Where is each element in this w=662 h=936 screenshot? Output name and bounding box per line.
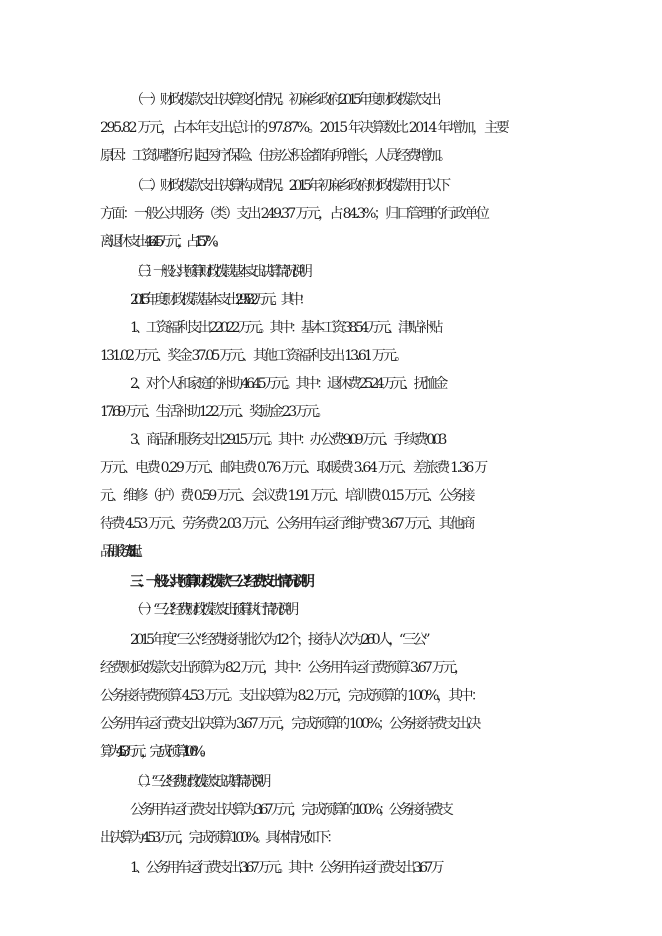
section-heading: 三、一般公共预算财政拨款“三公”经费支出情况说明 xyxy=(130,574,309,590)
text-line: 2015 年度“三公”经费接待批次为 12 个，接待人次为 260 人，“三公” xyxy=(130,632,428,648)
text-line: （二）财政拨款支出决算构成情况。2015 年初麻乡政府财政拨款用于以下 xyxy=(130,178,448,194)
text-line: 1、公务用车运行费支出 3.67 万元。其中：公务用车运行费支出 3.67 万 xyxy=(130,860,441,876)
text-line: （一）“三公”经费财政拨款支出预算执行情况说明 xyxy=(130,602,293,618)
text-line: 2、对个人和家庭的补助 46.45 万元。其中：退休费 25.24 万元、抚恤金 xyxy=(130,376,445,392)
text-line: 品和服务支出 1.1 万元。 xyxy=(100,544,140,560)
text-line: 算为 4.53 万元，完成预算 100%。 xyxy=(100,744,209,760)
text-line: 1、工资福利支出 220.22 万元。其中：基本工资 38.54 万元、津贴补贴 xyxy=(130,320,440,336)
text-line: 公务接待费预算 4.53 万元。支出决算为 8.2 万元，完成预算的 100%，其中： xyxy=(100,688,483,704)
text-line: 待费 4.53 万元、劳务费 2.03 万元、公务用车运行维护费 3.67 万元、其他商 xyxy=(100,516,474,532)
text-line: 131.02 万元、奖金 37.05 万元、其他工资福利支出 13.61 万元。 xyxy=(100,348,406,364)
text-line: 出决算为 4.53 万元，完成预算 100%。具体情况如下： xyxy=(100,830,337,846)
text-line: 原因：工资调整所引起医疗保险、住房公积金都有所增长，人员经费增加。 xyxy=(100,148,449,164)
text-line: （一）财政拨款支出决算变化情况。初麻乡政府 2015 年度财政拨款支出 xyxy=(130,92,438,108)
text-line: 方面：一般公共服务（类）支出 249.37 万元，占 84.3%；归口管理的行政单位 xyxy=(100,206,488,222)
text-line: 离退休支出 46.45 万元，占 15.7%。 xyxy=(100,234,223,250)
text-line: 公务用车运行费支出决算为 3.67 万元，完成预算的 100%；公务接待费支出决 xyxy=(100,716,479,732)
text-line: 公务用车运行费支出决算为 3.67 万元，完成预算的 100%；公务接待费支 xyxy=(130,802,451,818)
text-line: 295.82 万元，占本年支出总计的 97.87%。2015 年决算数比 2014 年增加，主要 xyxy=(100,120,508,136)
text-line: 万元、电费 0.29 万元、邮电费 0.76 万元、取暖费 3.64 万元、差旅费 1.36 万 xyxy=(100,460,486,476)
text-line: 3、商品和服务支出 29.15 万元。其中：办公费 9.09 万元、手续费 0.03 xyxy=(130,432,444,448)
text-line: （三）一般公共预算财政拨款基本支出决算情况说明 xyxy=(130,264,307,280)
text-line: 经费财政拨款支出预算为 8.2 万元，其中：公务用车运行费预算 3.67 万元， xyxy=(100,660,466,676)
text-line: 元、维修（护）费 0.59 万元、会议费 1.91 万元、培训费 0.15 万元、公务接 xyxy=(100,488,474,504)
text-line: 2015 年度财政拨款基本支出 295.82 万元。其中： xyxy=(130,292,308,308)
text-line: （二）“三公”经费财政拨款支出决算情况说明 xyxy=(130,774,265,790)
text-line: 17.69 万元、生活补助 1.22 万元、奖励金 2.3 万元。 xyxy=(100,404,327,420)
